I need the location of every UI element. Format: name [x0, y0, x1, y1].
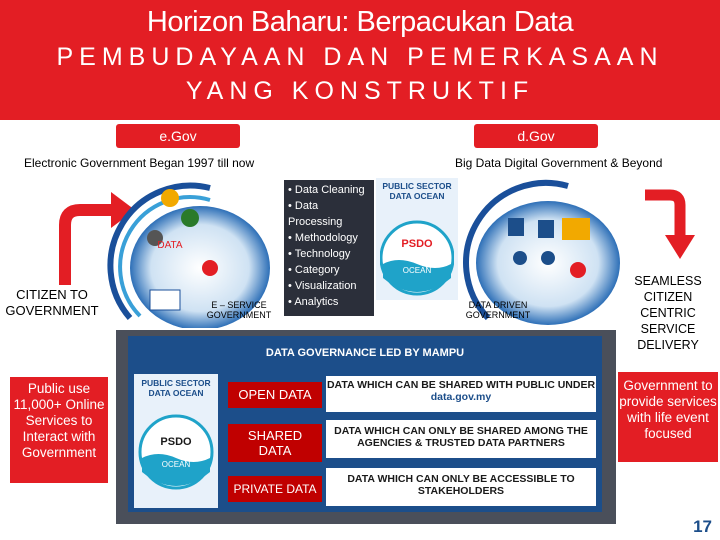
ocean-governance-wave: OCEAN — [161, 460, 191, 469]
egov-tag: e.Gov — [116, 124, 240, 148]
private-data-button: PRIVATE DATA — [228, 476, 322, 502]
ocean-top-label: PUBLIC SECTOR DATA OCEAN — [382, 181, 452, 201]
page-subtitle-line1: PEMBUDAYAAN DAN PEMERKASAAN — [56, 43, 664, 71]
psdo-label: PSDO — [401, 238, 433, 250]
bullet-item: • Analytics — [288, 296, 339, 308]
process-bullets — [284, 180, 374, 316]
data-driven-label: DATA DRIVEN GOVERNMENT — [465, 300, 531, 320]
ocean-wave-label: OCEAN — [402, 266, 432, 275]
bullet-item: • Methodology — [288, 232, 358, 244]
shared-data-description: DATA WHICH CAN ONLY BE SHARED AMONG THE AGENCIES & TRUSTED DATA PARTNERS — [326, 420, 596, 458]
dgov-tag: d.Gov — [474, 124, 598, 148]
page-title: Horizon Baharu: Berpacukan Data — [146, 6, 574, 38]
seamless-delivery-label: SEAMLESS CITIZEN CENTRIC SERVICE DELIVERY — [634, 274, 702, 352]
governance-title: DATA GOVERNANCE LED BY MAMPU — [265, 347, 465, 359]
open-data-description: DATA WHICH CAN BE SHARED WITH PUBLIC UNDER data.gov.my — [326, 376, 596, 412]
private-data-description: DATA WHICH CAN ONLY BE ACCESSIBLE TO STAKEHOLDERS — [326, 468, 596, 506]
page-number: 17 — [693, 517, 712, 536]
government-services-box: Government to provide services with life event focused — [618, 372, 718, 462]
open-data-button: OPEN DATA — [228, 382, 322, 408]
egov-caption: Electronic Government Began 1997 till now — [24, 156, 255, 170]
psdo-pool-icon — [380, 218, 454, 298]
page-subtitle-line2: YANG KONSTRUKTIF — [185, 77, 535, 105]
data-gov-link: data.gov.my — [430, 391, 492, 403]
citizen-to-gov-label: CITIZEN TO GOVERNMENT — [5, 287, 99, 318]
dgov-caption: Big Data Digital Government & Beyond — [455, 156, 663, 170]
public-use-box: Public use 11,000+ Online Services to Interact with Government — [10, 377, 108, 483]
bullet-item: • Data Processing — [288, 200, 343, 228]
ocean-governance-label: PUBLIC SECTOR DATA OCEAN — [141, 378, 211, 398]
eservice-label: E – SERVICE GOVERNMENT — [206, 300, 272, 320]
bullet-item: • Data Cleaning — [288, 184, 365, 196]
bullet-item: • Category — [288, 264, 340, 276]
shared-data-button: SHARED DATA — [228, 424, 322, 462]
psdo-governance-label: PSDO — [160, 436, 192, 448]
bullet-item: • Technology — [288, 248, 351, 260]
psdo-governance-icon — [138, 412, 214, 492]
right-curved-arrow — [645, 183, 705, 263]
egov-data-label: DATA — [157, 240, 183, 251]
bullet-item: • Visualization — [288, 280, 357, 292]
